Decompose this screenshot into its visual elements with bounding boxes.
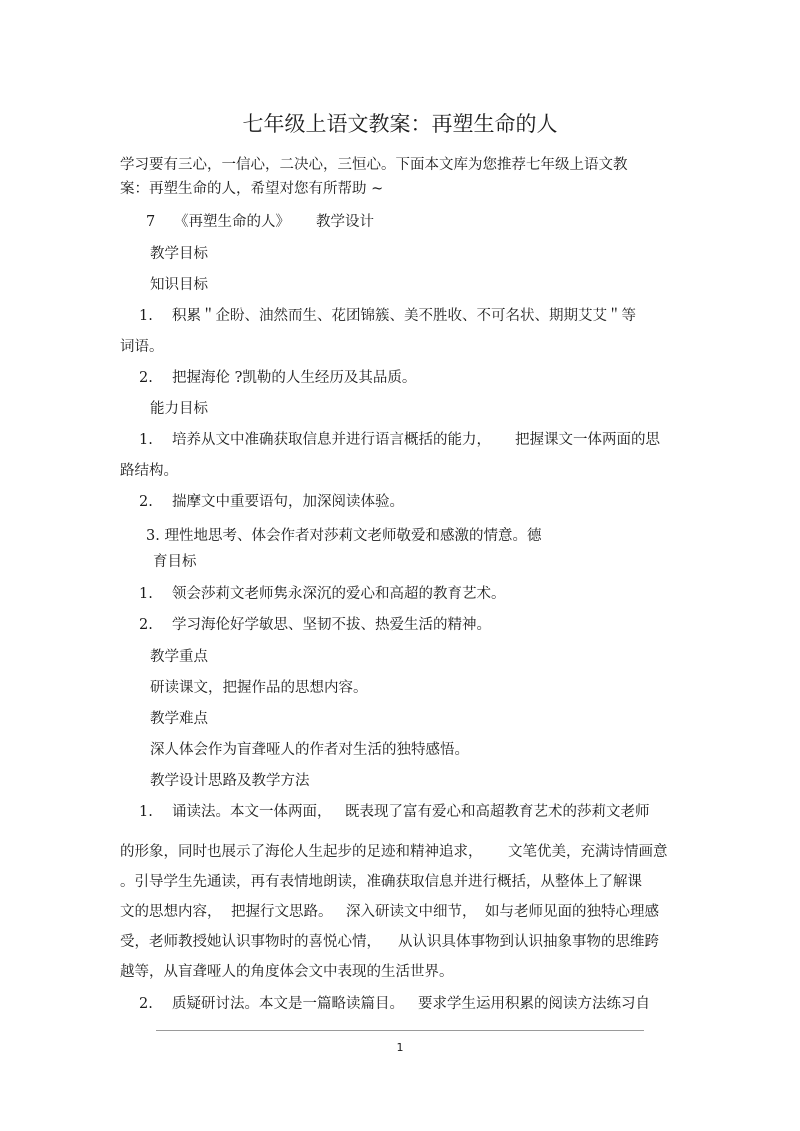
- heading-difficulties: 教学难点: [150, 711, 208, 727]
- page-number: 1: [396, 1041, 404, 1054]
- d1-text: 诵读法。本文一体两面，: [172, 804, 332, 820]
- k2-text: 把握海伦 ?凯勒的人生经历及其品质。: [172, 370, 417, 386]
- m2-text: 学习海伦好学敏思、坚韧不拔、热爱生活的精神。: [172, 617, 491, 633]
- d1-line-d: 文的思想内容，: [120, 904, 222, 920]
- footer-divider: [156, 1030, 644, 1031]
- lesson-name: 《再塑生命的人》: [174, 214, 290, 230]
- heading-knowledge-goals: 知识目标: [150, 277, 208, 293]
- heading-teaching-goals: 教学目标: [150, 246, 208, 262]
- heading-design: 教学设计思路及教学方法: [150, 773, 310, 789]
- k2-number: 2.: [139, 370, 153, 386]
- key-points-text: 研读课文，把握作品的思想内容。: [150, 680, 368, 696]
- heading-key-points: 教学重点: [150, 649, 208, 665]
- m1-number: 1.: [139, 586, 153, 602]
- d1-line-b2: 文笔优美，充满诗情画意: [508, 844, 668, 860]
- d2-text: 质疑研讨法。本文是一篇略读篇目。: [172, 996, 404, 1012]
- a1-number: 1.: [139, 432, 153, 448]
- intro-line-2: 案：再塑生命的人，希望对您有所帮助 ~: [120, 181, 384, 197]
- a1-text-2: 把握课文一体两面的思: [515, 432, 660, 448]
- lesson-number: 7: [146, 214, 156, 230]
- d2-number: 2.: [139, 996, 153, 1012]
- d1-line-e2: 从认识具体事物到认识抽象事物的思维跨: [398, 934, 659, 950]
- a3-text: 3. 理性地思考、体会作者对莎莉文老师敬爱和感激的情意。德: [146, 528, 542, 544]
- k1-number: 1.: [139, 308, 153, 324]
- d2-text-2: 要求学生运用积累的阅读方法练习自: [418, 996, 650, 1012]
- d1-text-2: 既表现了富有爱心和高超教育艺术的莎莉文老师: [345, 804, 650, 820]
- a2-text: 揣摩文中重要语句，加深阅读体验。: [172, 494, 404, 510]
- a1-text-cont: 路结构。: [120, 463, 178, 479]
- d1-line-d3: 深入研读文中细节，: [346, 904, 477, 920]
- k1-text-cont: 词语。: [120, 339, 164, 355]
- d1-line-e: 受，老师教授她认识事物时的喜悦心情，: [120, 934, 381, 950]
- m2-number: 2.: [139, 617, 153, 633]
- d1-line-d4: 如与老师见面的独特心理感: [485, 904, 659, 920]
- d1-number: 1.: [139, 804, 153, 820]
- page-title: 七年级上语文教案：再塑生命的人: [242, 112, 558, 136]
- m1-text: 领会莎莉文老师隽永深沉的爱心和高超的教育艺术。: [172, 586, 506, 602]
- difficulties-text: 深人体会作为盲聋哑人的作者对生活的独特感悟。: [150, 742, 469, 758]
- heading-moral-goals: 育目标: [153, 554, 197, 570]
- d1-line-b: 的形象，同时也展示了海伦人生起步的足迹和精神追求，: [120, 844, 483, 860]
- heading-ability-goals: 能力目标: [150, 401, 208, 417]
- k1-text: 积累＂企盼、油然而生、花团锦簇、美不胜收、不可名状、期期艾艾＂等: [172, 308, 636, 324]
- a1-text: 培养从文中准确获取信息并进行语言概括的能力，: [172, 432, 491, 448]
- d1-line-f: 越等，从盲聋哑人的角度体会文中表现的生活世界。: [120, 964, 454, 980]
- a2-number: 2.: [139, 494, 153, 510]
- lesson-subtitle: 教学设计: [316, 214, 374, 230]
- d1-line-c: 。引导学生先通读，再有表情地朗读，准确获取信息并进行概括，从整体上了解课: [120, 874, 642, 890]
- intro-line-1: 学习要有三心，一信心，二决心，三恒心。下面本文库为您推荐七年级上语文教: [120, 157, 628, 173]
- d1-line-d2: 把握行文思路。: [231, 904, 333, 920]
